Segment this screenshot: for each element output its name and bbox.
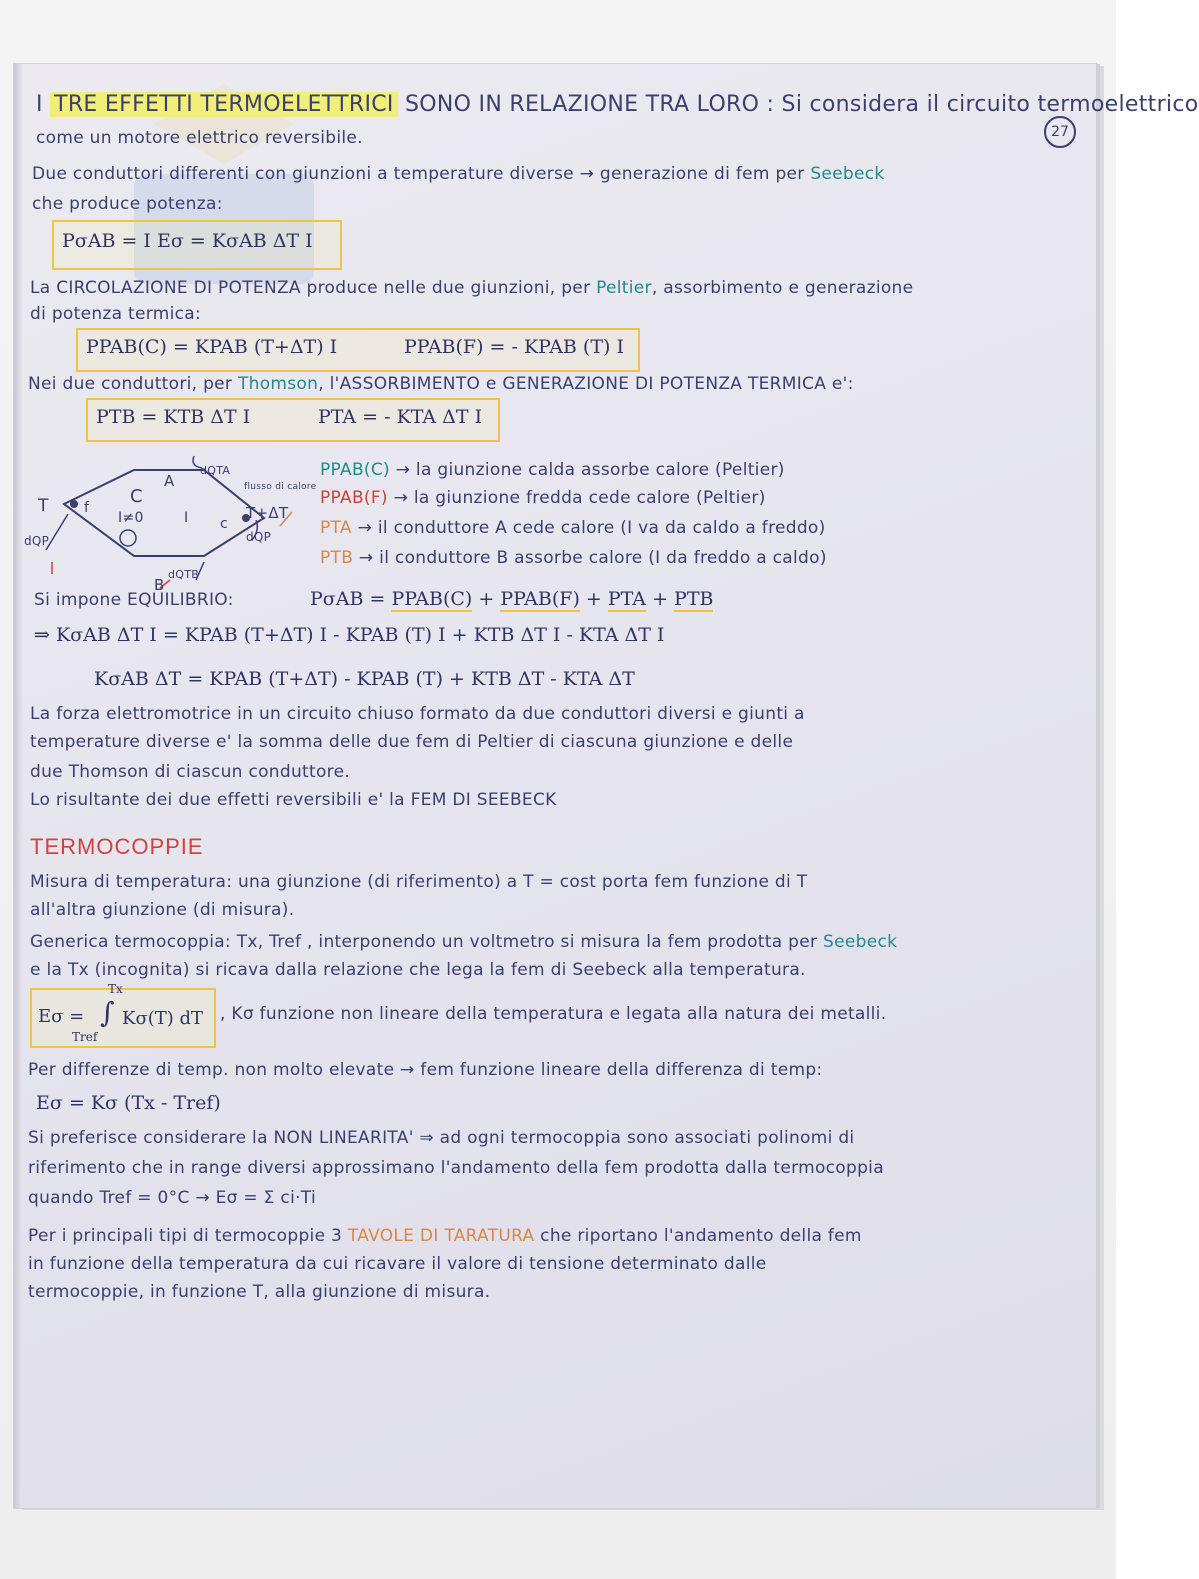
text-line: di potenza termica: — [30, 304, 202, 324]
text-line: Lo risultante dei due effetti reversibili e' la FEM DI SEEBECK — [30, 790, 557, 810]
text-line: Due conduttori differenti con giunzioni a temperature diverse → generazione di fem per Seebeck — [32, 164, 885, 184]
text-line: Nei due conduttori, per Thomson, l'ASSORBIMENTO e GENERAZIONE DI POTENZA TERMICA e': — [28, 374, 854, 394]
text-line: Misura di temperatura: una giunzione (di riferimento) a T = cost porta fem funzione di T — [30, 872, 808, 892]
diagram-label-heat-flow: flusso di calore — [244, 482, 317, 492]
text-line: Si impone EQUILIBRIO: — [34, 590, 234, 610]
diagram-label-c: c — [220, 516, 228, 532]
text-line: due Thomson di ciascun conduttore. — [30, 762, 351, 782]
notebook-page — [14, 64, 1199, 1508]
text-line: che produce potenza: — [32, 194, 223, 214]
formula-integral-body: Kσ(T) dT — [122, 1008, 204, 1029]
diagram-label-t: T — [38, 496, 49, 516]
text-line: Generica termocoppia: Tx, Tref , interponendo un voltmetro si misura la fem prodotta per Seebeck — [30, 932, 898, 952]
text-line: all'altra giunzione (di misura). — [30, 900, 295, 920]
diagram-label-a: A — [164, 472, 175, 490]
section-title: TERMOCOPPIE — [30, 834, 204, 859]
formula-seebeck-power: PσAB = I Eσ = KσAB ΔT I — [62, 230, 313, 252]
diagram-label-dq-p-left: dQP — [24, 534, 50, 548]
diagram-label-current: I — [184, 510, 189, 526]
text-line: quando Tref = 0°C → Eσ = Σ ci·Ti — [28, 1188, 316, 1208]
text-line: PPAB(F) → la giunzione fredda cede calore (Peltier) — [320, 488, 766, 508]
text-line: Per differenze di temp. non molto elevate → fem funzione lineare della differenza di temp: — [28, 1060, 823, 1080]
text-line: , Kσ funzione non lineare della temperatura e legata alla natura dei metalli. — [220, 1004, 887, 1024]
text-line: La CIRCOLAZIONE DI POTENZA produce nelle due giunzioni, per Peltier, assorbimento e generazione — [30, 278, 914, 298]
text-line: temperature diverse e' la somma delle due fem di Peltier di ciascuna giunzione e delle — [30, 732, 794, 752]
formula-equilibrium-expanded: ⇒ KσAB ΔT I = KPAB (T+ΔT) I - KPAB (T) I + KTB ΔT I - KTA ΔT I — [34, 624, 665, 646]
text-line: I TRE EFFETTI TERMOELETTRICI SONO IN RELAZIONE TRA LORO : Si considera il circuito termoelettrico — [36, 92, 1199, 117]
formula-integral-lower: Tref — [72, 1030, 98, 1044]
formula-linear: Eσ = Kσ (Tx - Tref) — [36, 1092, 221, 1114]
text-line: Si preferisce considerare la NON LINEARITA' ⇒ ad ogni termocoppia sono associati polinomi di — [28, 1128, 855, 1148]
formula-peltier-cold: PPAB(F) = - KPAB (T) I — [404, 336, 624, 358]
formula-integral-sign: ∫ — [100, 996, 115, 1029]
diagram-label-current-nonzero: I≠0 — [118, 510, 144, 526]
text-line: termocoppie, in funzione T, alla giunzione di misura. — [28, 1282, 491, 1302]
diagram-label-dq-p-right: dQP — [246, 530, 272, 544]
diagram-label-b: B — [154, 576, 165, 594]
text-line: e la Tx (incognita) si ricava dalla relazione che lega la fem di Seebeck alla temperatura. — [30, 960, 806, 980]
formula-thomson-b: PTB = KTB ΔT I — [96, 406, 251, 428]
diagram-label-t-plus-dt: T+ΔT — [246, 504, 289, 522]
text-line: Per i principali tipi di termocoppie 3 TAVOLE DI TARATURA che riportano l'andamento della fem — [28, 1226, 862, 1246]
formula-peltier-hot: PPAB(C) = KPAB (T+ΔT) I — [86, 336, 338, 358]
page-number: 27 — [1044, 116, 1076, 148]
diagram-label-dq-ta: dQTA — [200, 464, 231, 477]
formula-integral-lhs: Eσ = — [38, 1006, 85, 1027]
diagram-label-circuit: C — [130, 486, 143, 507]
formula-thomson-a: PTA = - KTA ΔT I — [318, 406, 483, 428]
text-line: PPAB(C) → la giunzione calda assorbe calore (Peltier) — [320, 460, 785, 480]
text-line: riferimento che in range diversi approssimano l'andamento della fem prodotta dalla termocoppia — [28, 1158, 884, 1178]
text-line: PTA → il conduttore A cede calore (I va da caldo a freddo) — [320, 518, 826, 538]
text-line: in funzione della temperatura da cui ricavare il valore di tensione determinato dalle — [28, 1254, 767, 1274]
text-line: come un motore elettrico reversibile. — [36, 128, 363, 148]
formula-integral-upper: Tx — [108, 982, 123, 996]
text-line: PTB → il conduttore B assorbe calore (I da freddo a caldo) — [320, 548, 827, 568]
diagram-label-dq-tb: dQTB — [168, 568, 200, 581]
text-line: La forza elettromotrice in un circuito chiuso formato da due conduttori diversi e giunti a — [30, 704, 805, 724]
diagram-label-f: f — [84, 500, 90, 516]
formula-equilibrium-simplified: KσAB ΔT = KPAB (T+ΔT) - KPAB (T) + KTB ΔT - KTA ΔT — [94, 668, 635, 690]
formula-equilibrium: PσAB = PPAB(C) + PPAB(F) + PTA + PTB — [310, 588, 714, 610]
